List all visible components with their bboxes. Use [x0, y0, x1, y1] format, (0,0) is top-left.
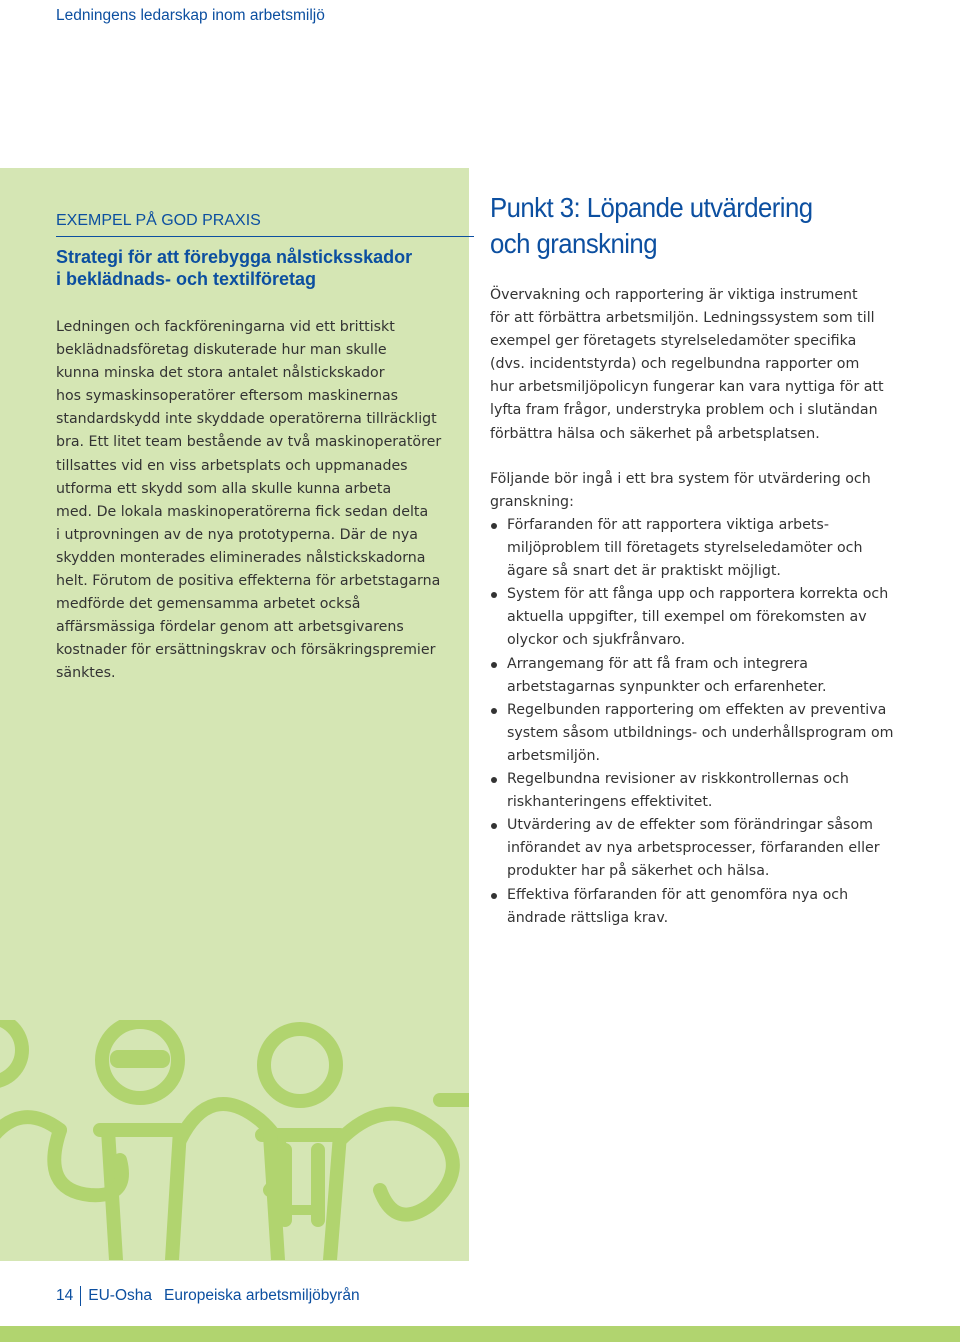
body-line: medförde det gemensamma arbetet också	[56, 596, 361, 613]
body-line: utforma ett skydd som alla skulle kunna arbeta	[56, 480, 392, 497]
body-line: hos symaskinsoperatörer eftersom maskinernas	[56, 388, 399, 405]
footer	[56, 1286, 360, 1306]
list-item-line: Regelbundna revisioner av riskkontrollernas och	[507, 771, 849, 788]
list-item-line: system såsom utbildnings- och underhållsprogram om	[507, 724, 894, 741]
page-number: 14	[56, 1287, 74, 1304]
intro-line: för att förbättra arbetsmiljön. Ledningssystem som till	[490, 310, 875, 327]
list-item-line: Effektiva förfaranden för att genomföra nya och	[507, 886, 849, 903]
bullet-icon	[491, 777, 497, 783]
list-intro-line: Följande bör ingå i ett bra system för utvärdering och	[490, 471, 871, 487]
case-box-kicker: EXEMPEL PÅ GOD PRAXIS	[56, 212, 474, 237]
intro-line: förbättra hälsa och säkerhet på arbetsplatsen.	[490, 425, 820, 442]
body-line: Ledningen och fackföreningarna vid ett brittiskt	[56, 319, 395, 335]
body-line: beklädnadsföretag diskuterade hur man skulle	[56, 342, 387, 359]
bullet-icon	[491, 662, 497, 668]
body-line: i utprovningen av de nya prototyperna. Där de nya	[56, 526, 418, 543]
bullet-icon	[491, 823, 497, 829]
bullet-icon	[491, 523, 497, 529]
intro-line: hur arbetsmiljöpolicyn fungerar kan vara nyttiga för att	[490, 379, 884, 396]
list-item-line: Förfaranden för att rapportera viktiga arbets-	[507, 517, 829, 533]
list-item-line: miljöproblem till företagets styrelseledamöter och	[507, 540, 863, 557]
body-line: tillsattes vid en viss arbetsplats och uppmanades	[56, 457, 408, 474]
case-box-title	[56, 246, 456, 290]
section-intro	[490, 284, 905, 446]
intro-line: Övervakning och rapportering är viktiga instrument	[490, 287, 858, 303]
section-title-line: och granskning	[490, 228, 657, 259]
list-intro	[490, 468, 905, 514]
body-line: helt. Förutom de positiva effekterna för arbetstagarna	[56, 573, 441, 590]
list-item-line: aktuella uppgifter, till exempel om förekomsten av	[507, 609, 867, 626]
bottom-bar	[0, 1326, 960, 1342]
intro-line: exempel ger företagets styrelseledamöter specifika	[490, 333, 857, 350]
list-item	[490, 768, 910, 814]
footer-divider	[80, 1286, 81, 1306]
list-item-line: Regelbunden rapportering om effekten av preventiva	[507, 701, 887, 718]
running-head: Ledningens ledarskap inom arbetsmiljö	[56, 7, 325, 24]
body-line: sänktes.	[56, 665, 116, 682]
case-box-title-line: i beklädnads- och textilföretag	[56, 269, 317, 289]
list-item-line: ägare så snart det är praktiskt möjligt.	[507, 563, 781, 580]
body-line: affärsmässiga fördelar genom att arbetsgivarens	[56, 619, 404, 636]
org-full-name: Europeiska arbetsmiljöbyrån	[164, 1287, 360, 1304]
bullet-list	[490, 514, 910, 930]
list-item	[490, 884, 910, 930]
list-item-line: Arrangemang för att få fram och integrera	[507, 655, 808, 672]
body-line: kostnader för ersättningskrav och försäkringspremier	[56, 642, 436, 659]
list-item-line: riskhanteringens effektivitet.	[507, 794, 713, 811]
list-item-line: arbetsmiljön.	[507, 747, 601, 764]
list-item-line: olyckor och sjukfrånvaro.	[507, 632, 686, 649]
org-short-name: EU-Osha	[88, 1287, 152, 1304]
list-item	[490, 583, 910, 652]
list-item	[490, 699, 910, 768]
section-title	[490, 190, 886, 262]
list-item-line: Utvärdering av de effekter som förändringar såsom	[507, 817, 873, 834]
case-box-title-line: Strategi för att förebygga nålsticksskador	[56, 247, 413, 267]
body-line: skydden monterades eliminerades nålstickskadorna	[56, 549, 426, 566]
bullet-icon	[491, 708, 497, 714]
body-line: standardskydd inte skyddade operatörerna tillräckligt	[56, 411, 437, 428]
list-intro-line: granskning:	[490, 494, 574, 511]
list-item-line: produkter har på säkerhet och hälsa.	[507, 863, 770, 880]
list-item-line: ändrade rättsliga krav.	[507, 909, 669, 926]
intro-line: (dvs. incidentstyrda) och regelbundna rapporter om	[490, 356, 860, 373]
list-item-line: arbetstagarnas synpunkter och erfarenheter.	[507, 678, 827, 695]
list-item-line: System för att fånga upp och rapportera korrekta och	[507, 586, 889, 603]
workers-figures-illustration-icon	[0, 1020, 469, 1260]
case-box-body	[56, 316, 456, 686]
bullet-icon	[491, 592, 497, 598]
bullet-icon	[491, 893, 497, 899]
body-line: kunna minska det stora antalet nålstickskador	[56, 365, 385, 382]
body-line: med. De lokala maskinoperatörerna fick sedan delta	[56, 503, 429, 520]
intro-line: lyfta fram frågor, understryka problem och i slutändan	[490, 402, 878, 419]
list-item-line: införandet av nya arbetsprocesser, förfaranden eller	[507, 840, 880, 857]
list-item	[490, 653, 910, 699]
body-line: bra. Ett litet team bestående av två maskinoperatörer	[56, 434, 442, 451]
list-item	[490, 514, 910, 583]
section-title-line: Punkt 3: Löpande utvärdering	[490, 192, 813, 223]
list-item	[490, 814, 910, 883]
